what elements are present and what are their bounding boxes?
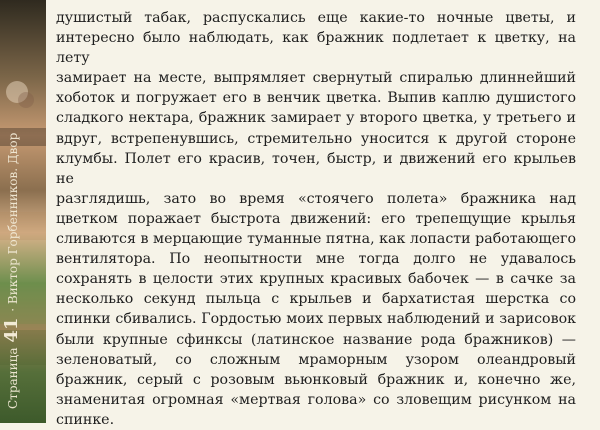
text-line-4: хоботок и погружает его в венчик цветка. Выпив каплю душистого (56, 90, 576, 107)
text-line-3: замирает на месте, выпрямляет свернутый спиралью длиннейший (56, 70, 576, 87)
text-line-8: разглядишь, зато во время «стоячего полета» бражника над (56, 190, 576, 207)
author-book-title: Виктор Горбенников. Двор (6, 132, 20, 305)
page-number: 41 (1, 317, 22, 343)
text-line-7: клумбы. Полет его красив, точен, быстр, и движений его крыльев не (56, 150, 576, 187)
text-line-5: сладкого нектара, бражник замирает у второго цветка, у третьего и (56, 110, 576, 127)
text-line-10: сливаются в мерцающие туманные пятна, как лопасти работающего (56, 231, 576, 248)
sidebar-separator: · (6, 307, 20, 312)
sidebar-caption (1, 0, 22, 409)
page-body-text (56, 8, 576, 430)
text-line-15: были крупные сфинксы (латинское название рода бражников) — (56, 331, 576, 348)
text-line-11: вентилятора. По неопытности мне тогда долго не удавалось (56, 251, 576, 268)
left-image-strip (0, 0, 46, 423)
page-label: Страница (6, 347, 20, 409)
text-line-1: душистый табак, распускались еще какие-то ночные цветы, и (56, 10, 576, 26)
text-line-18: знаменитая огромная «мертвая голова» со зловещим рисунком на (56, 391, 576, 408)
text-line-9: цветком поражает быстрота движений: его трепещущие крылья (56, 210, 576, 227)
text-line-14: спинки сбивались. Гордостью моих первых наблюдений и зарисовок (56, 311, 576, 328)
text-line-17: бражник, серый с розовым вьюнковый бражник и, конечно же, (56, 371, 576, 388)
text-line-19: спинке. (56, 411, 115, 428)
text-line-16: зеленоватый, со сложным мраморным узором олеандровый (56, 351, 576, 368)
text-line-13: несколько секунд пыльца с крыльев и бархатистая шерстка со (56, 291, 576, 308)
text-line-12: сохранять в целости этих крупных красивых бабочек — в сачке за (56, 271, 576, 288)
text-line-2: интересно было наблюдать, как бражник подлетает к цветку, на лету (56, 30, 576, 67)
text-line-6: вдруг, встрепенувшись, стремительно уносится к другой стороне (56, 130, 576, 147)
